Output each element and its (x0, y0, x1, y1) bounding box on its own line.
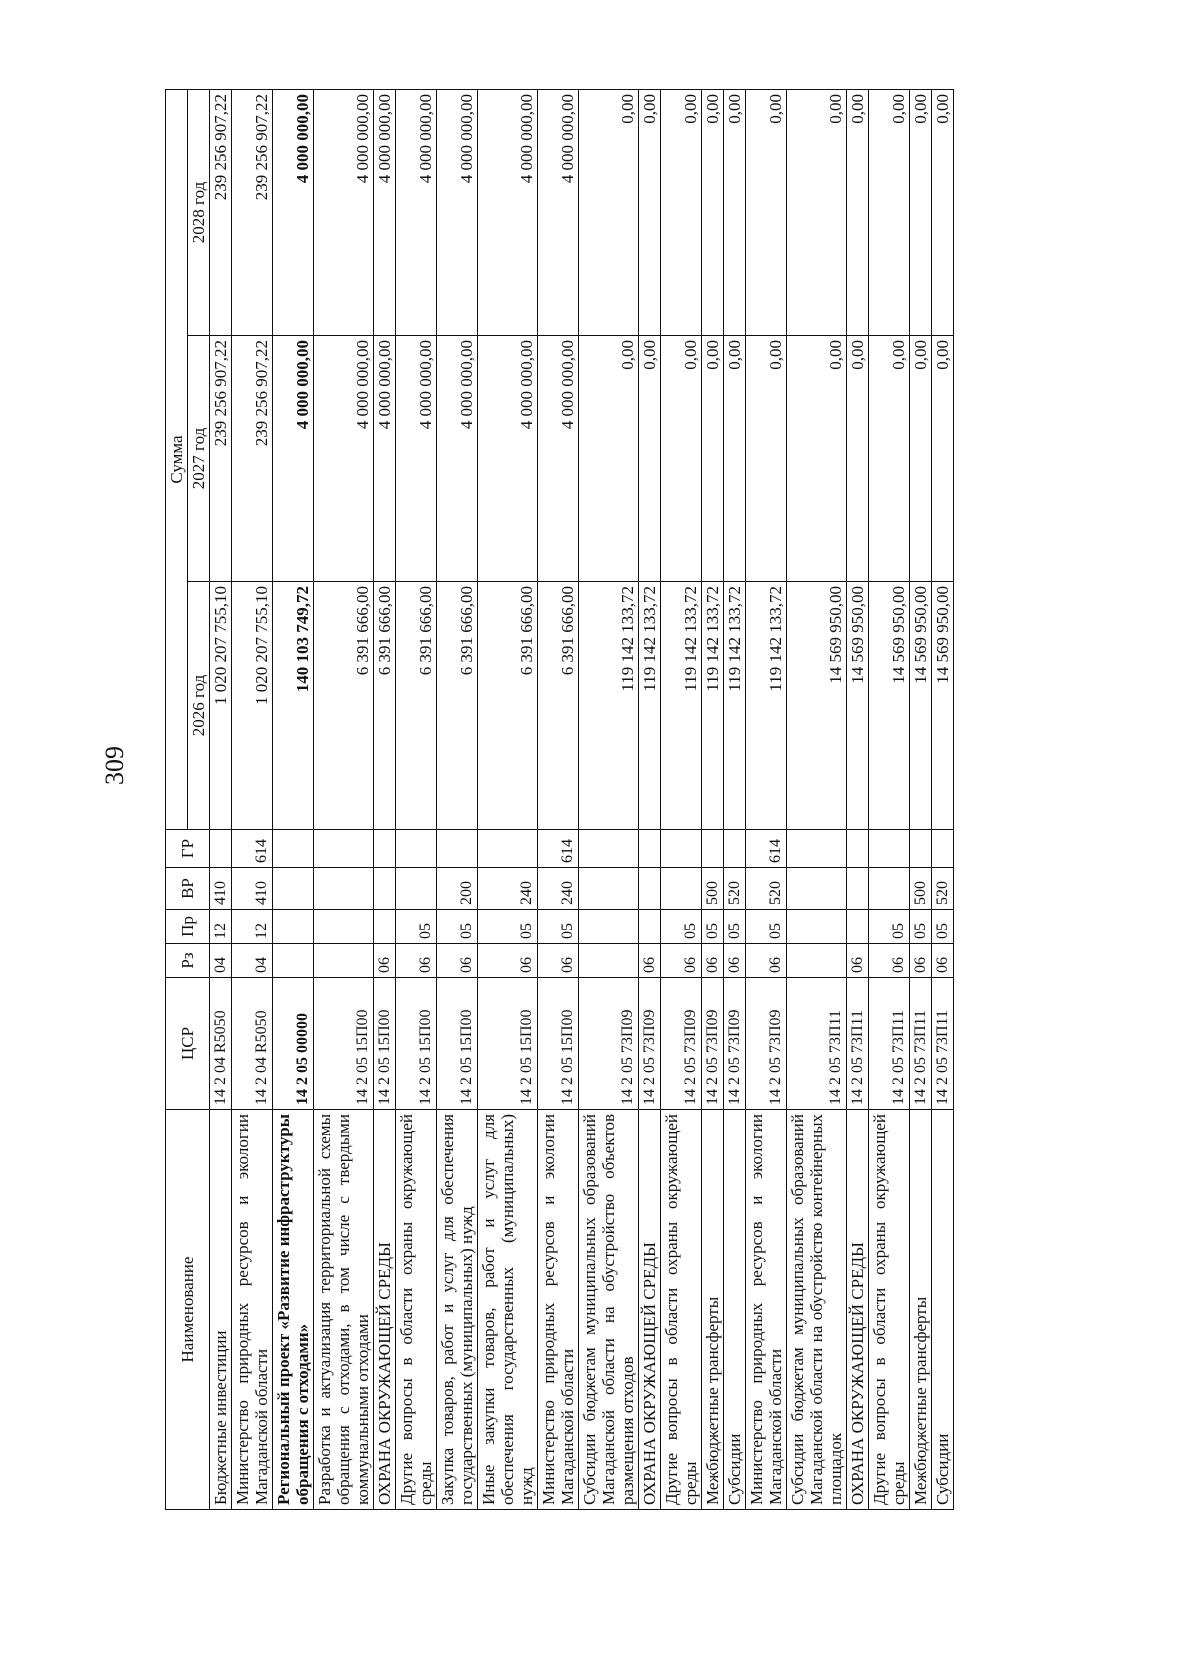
cell-name: ОХРАНА ОКРУЖАЮЩЕЙ СРЕДЫ (847, 1110, 869, 1510)
cell-pr (847, 910, 869, 944)
cell-y2027: 239 256 907,22 (232, 336, 273, 582)
cell-csr: 14 2 05 73П09 (702, 978, 724, 1110)
cell-pr (374, 910, 396, 944)
header-name: Наименование (166, 1110, 210, 1510)
cell-y2028: 4 000 000,00 (314, 90, 374, 336)
cell-rz: 06 (437, 944, 478, 978)
cell-pr: 05 (724, 910, 746, 944)
cell-y2028: 4 000 000,00 (273, 90, 314, 336)
cell-pr (639, 910, 661, 944)
cell-csr: 14 2 05 73П09 (746, 978, 787, 1110)
cell-pr: 05 (702, 910, 724, 944)
cell-gr (661, 830, 702, 868)
cell-name: Закупка товаров, работ и услуг для обеспечения государственных (муниципальных) нужд (437, 1110, 478, 1510)
cell-gr (639, 830, 661, 868)
cell-y2028: 0,00 (932, 90, 954, 336)
cell-y2028: 4 000 000,00 (374, 90, 396, 336)
table-row (396, 90, 437, 1510)
cell-pr: 05 (538, 910, 579, 944)
table-row (724, 90, 746, 1510)
cell-rz (787, 944, 847, 978)
cell-y2027: 0,00 (847, 336, 869, 582)
cell-y2026: 14 569 950,00 (847, 582, 869, 830)
cell-rz (273, 944, 314, 978)
cell-csr: 14 2 05 15П00 (396, 978, 437, 1110)
header-2028: 2028 год (188, 90, 210, 336)
cell-name: Министерство природных ресурсов и экологии Магаданской области (538, 1110, 579, 1510)
cell-pr: 12 (232, 910, 273, 944)
cell-name: Другие вопросы в области охраны окружающей среды (396, 1110, 437, 1510)
table-row (478, 90, 538, 1510)
cell-name: Другие вопросы в области охраны окружающей среды (869, 1110, 910, 1510)
cell-y2027: 0,00 (869, 336, 910, 582)
cell-name: Министерство природных ресурсов и экологии Магаданской области (232, 1110, 273, 1510)
header-csr: ЦСР (166, 978, 210, 1110)
cell-pr: 05 (661, 910, 702, 944)
cell-csr: 14 2 05 15П00 (478, 978, 538, 1110)
cell-y2028: 0,00 (579, 90, 639, 336)
cell-name: Бюджетные инвестиции (210, 1110, 232, 1510)
cell-y2026: 1 020 207 755,10 (232, 582, 273, 830)
table-row (910, 90, 932, 1510)
cell-y2027: 4 000 000,00 (314, 336, 374, 582)
cell-y2028: 0,00 (661, 90, 702, 336)
cell-gr (478, 830, 538, 868)
header-gr: ГР (166, 830, 210, 868)
cell-name: Региональный проект «Развитие инфраструктуры обращения с отходами» (273, 1110, 314, 1510)
header-sum: Сумма (166, 90, 188, 830)
table-body (210, 90, 954, 1510)
cell-y2027: 0,00 (579, 336, 639, 582)
cell-csr: 14 2 05 73П09 (579, 978, 639, 1110)
cell-pr (314, 910, 374, 944)
cell-pr: 05 (932, 910, 954, 944)
cell-pr: 05 (746, 910, 787, 944)
cell-name: Межбюджетные трансферты (702, 1110, 724, 1510)
cell-vr (273, 868, 314, 910)
cell-rz: 06 (724, 944, 746, 978)
cell-y2028: 4 000 000,00 (478, 90, 538, 336)
cell-y2026: 119 142 133,72 (579, 582, 639, 830)
cell-pr: 05 (869, 910, 910, 944)
cell-y2028: 4 000 000,00 (437, 90, 478, 336)
cell-pr: 05 (396, 910, 437, 944)
cell-y2028: 0,00 (869, 90, 910, 336)
cell-pr (579, 910, 639, 944)
cell-vr (639, 868, 661, 910)
cell-name: ОХРАНА ОКРУЖАЮЩЕЙ СРЕДЫ (639, 1110, 661, 1510)
cell-y2027: 4 000 000,00 (396, 336, 437, 582)
cell-rz: 06 (910, 944, 932, 978)
cell-y2028: 0,00 (847, 90, 869, 336)
cell-gr (847, 830, 869, 868)
cell-name: Иные закупки товаров, работ и услуг для обеспечения государственных (муниципальных) нужд (478, 1110, 538, 1510)
cell-csr: 14 2 05 73П09 (724, 978, 746, 1110)
cell-vr: 240 (478, 868, 538, 910)
table-row (314, 90, 374, 1510)
cell-y2027: 0,00 (639, 336, 661, 582)
cell-y2026: 14 569 950,00 (869, 582, 910, 830)
cell-vr (661, 868, 702, 910)
cell-csr: 14 2 04 R5050 (232, 978, 273, 1110)
cell-rz: 04 (232, 944, 273, 978)
cell-y2028: 0,00 (746, 90, 787, 336)
cell-y2027: 0,00 (746, 336, 787, 582)
cell-name: Субсидии бюджетам муниципальных образований Магаданской области на обустройство контейнерных площадок (787, 1110, 847, 1510)
cell-vr: 520 (932, 868, 954, 910)
table-row (639, 90, 661, 1510)
cell-csr: 14 2 05 73П11 (932, 978, 954, 1110)
cell-y2026: 119 142 133,72 (746, 582, 787, 830)
cell-y2027: 239 256 907,22 (210, 336, 232, 582)
table-row (538, 90, 579, 1510)
cell-gr (910, 830, 932, 868)
cell-csr: 14 2 05 15П00 (314, 978, 374, 1110)
cell-y2027: 0,00 (661, 336, 702, 582)
table-row (579, 90, 639, 1510)
cell-name: Субсидии (724, 1110, 746, 1510)
cell-rz: 06 (869, 944, 910, 978)
cell-csr: 14 2 05 15П00 (437, 978, 478, 1110)
cell-gr (787, 830, 847, 868)
cell-y2026: 6 391 666,00 (396, 582, 437, 830)
cell-gr (374, 830, 396, 868)
cell-name: Субсидии бюджетам муниципальных образований Магаданской области на обустройство объектов размещения отходов (579, 1110, 639, 1510)
cell-name: ОХРАНА ОКРУЖАЮЩЕЙ СРЕДЫ (374, 1110, 396, 1510)
header-2027: 2027 год (188, 336, 210, 582)
cell-name: Межбюджетные трансферты (910, 1110, 932, 1510)
cell-csr: 14 2 05 15П00 (374, 978, 396, 1110)
cell-gr (724, 830, 746, 868)
table-row (869, 90, 910, 1510)
cell-y2026: 119 142 133,72 (702, 582, 724, 830)
cell-gr: 614 (746, 830, 787, 868)
cell-y2027: 0,00 (910, 336, 932, 582)
cell-y2026: 6 391 666,00 (538, 582, 579, 830)
cell-gr (437, 830, 478, 868)
cell-csr: 14 2 04 R5050 (210, 978, 232, 1110)
cell-y2027: 4 000 000,00 (437, 336, 478, 582)
cell-pr: 05 (910, 910, 932, 944)
cell-y2028: 0,00 (724, 90, 746, 336)
cell-y2026: 119 142 133,72 (661, 582, 702, 830)
cell-pr: 12 (210, 910, 232, 944)
cell-vr: 200 (437, 868, 478, 910)
cell-y2026: 6 391 666,00 (437, 582, 478, 830)
cell-rz: 06 (932, 944, 954, 978)
cell-y2026: 6 391 666,00 (478, 582, 538, 830)
table-row (746, 90, 787, 1510)
cell-y2027: 0,00 (724, 336, 746, 582)
cell-y2028: 0,00 (787, 90, 847, 336)
table-row (232, 90, 273, 1510)
cell-vr: 500 (910, 868, 932, 910)
cell-pr: 05 (437, 910, 478, 944)
cell-csr: 14 2 05 73П11 (787, 978, 847, 1110)
cell-y2026: 14 569 950,00 (932, 582, 954, 830)
table-row (702, 90, 724, 1510)
table-row (787, 90, 847, 1510)
cell-y2026: 1 020 207 755,10 (210, 582, 232, 830)
table-row (847, 90, 869, 1510)
cell-gr (396, 830, 437, 868)
cell-y2026: 6 391 666,00 (314, 582, 374, 830)
cell-gr (932, 830, 954, 868)
cell-gr (210, 830, 232, 868)
cell-rz: 06 (847, 944, 869, 978)
cell-y2026: 14 569 950,00 (910, 582, 932, 830)
page-number: 309 (100, 746, 129, 785)
cell-csr: 14 2 05 73П11 (869, 978, 910, 1110)
table-row (210, 90, 232, 1510)
table-row (661, 90, 702, 1510)
header-vr: ВР (166, 868, 210, 910)
cell-y2027: 0,00 (932, 336, 954, 582)
cell-name: Другие вопросы в области охраны окружающей среды (661, 1110, 702, 1510)
cell-vr (869, 868, 910, 910)
cell-pr: 05 (478, 910, 538, 944)
cell-vr (579, 868, 639, 910)
cell-vr (847, 868, 869, 910)
cell-rz: 06 (396, 944, 437, 978)
cell-rz: 06 (702, 944, 724, 978)
cell-y2028: 239 256 907,22 (210, 90, 232, 336)
cell-gr: 614 (538, 830, 579, 868)
cell-gr (273, 830, 314, 868)
cell-gr (702, 830, 724, 868)
cell-gr (314, 830, 374, 868)
cell-rz: 06 (538, 944, 579, 978)
cell-y2026: 6 391 666,00 (374, 582, 396, 830)
header-rz: Рз (166, 944, 210, 978)
cell-vr (374, 868, 396, 910)
cell-gr (869, 830, 910, 868)
cell-y2027: 4 000 000,00 (538, 336, 579, 582)
cell-vr: 520 (724, 868, 746, 910)
cell-name: Субсидии (932, 1110, 954, 1510)
cell-vr: 410 (210, 868, 232, 910)
cell-y2026: 119 142 133,72 (724, 582, 746, 830)
cell-name: Разработка и актуализация территориальной схемы обращения с отходами, в том числе с твердыми коммунальными отходами (314, 1110, 374, 1510)
cell-rz: 06 (478, 944, 538, 978)
cell-y2028: 4 000 000,00 (538, 90, 579, 336)
table-row (273, 90, 314, 1510)
cell-y2026: 140 103 749,72 (273, 582, 314, 830)
cell-rz: 06 (661, 944, 702, 978)
cell-vr: 520 (746, 868, 787, 910)
budget-table-container (165, 90, 1045, 1510)
cell-gr (579, 830, 639, 868)
cell-pr (787, 910, 847, 944)
cell-csr: 14 2 05 15П00 (538, 978, 579, 1110)
cell-vr (396, 868, 437, 910)
cell-csr: 14 2 05 00000 (273, 978, 314, 1110)
cell-y2026: 119 142 133,72 (639, 582, 661, 830)
table-row (932, 90, 954, 1510)
cell-csr: 14 2 05 73П11 (847, 978, 869, 1110)
cell-rz: 06 (639, 944, 661, 978)
cell-y2027: 4 000 000,00 (478, 336, 538, 582)
cell-csr: 14 2 05 73П09 (639, 978, 661, 1110)
cell-name: Министерство природных ресурсов и экологии Магаданской области (746, 1110, 787, 1510)
cell-y2027: 4 000 000,00 (374, 336, 396, 582)
cell-rz (579, 944, 639, 978)
header-2026: 2026 год (188, 582, 210, 830)
cell-y2028: 239 256 907,22 (232, 90, 273, 336)
cell-vr: 500 (702, 868, 724, 910)
cell-y2028: 0,00 (639, 90, 661, 336)
cell-y2027: 4 000 000,00 (273, 336, 314, 582)
cell-y2027: 0,00 (702, 336, 724, 582)
cell-pr (273, 910, 314, 944)
cell-vr (314, 868, 374, 910)
cell-rz: 04 (210, 944, 232, 978)
budget-table (165, 89, 954, 1510)
cell-y2028: 0,00 (702, 90, 724, 336)
cell-rz: 06 (374, 944, 396, 978)
table-row (437, 90, 478, 1510)
cell-vr (787, 868, 847, 910)
cell-csr: 14 2 05 73П11 (910, 978, 932, 1110)
cell-csr: 14 2 05 73П09 (661, 978, 702, 1110)
table-row (374, 90, 396, 1510)
cell-y2028: 4 000 000,00 (396, 90, 437, 336)
cell-y2027: 0,00 (787, 336, 847, 582)
cell-y2028: 0,00 (910, 90, 932, 336)
cell-rz: 06 (746, 944, 787, 978)
cell-rz (314, 944, 374, 978)
cell-vr: 410 (232, 868, 273, 910)
cell-gr: 614 (232, 830, 273, 868)
header-pr: Пр (166, 910, 210, 944)
cell-y2026: 14 569 950,00 (787, 582, 847, 830)
cell-vr: 240 (538, 868, 579, 910)
